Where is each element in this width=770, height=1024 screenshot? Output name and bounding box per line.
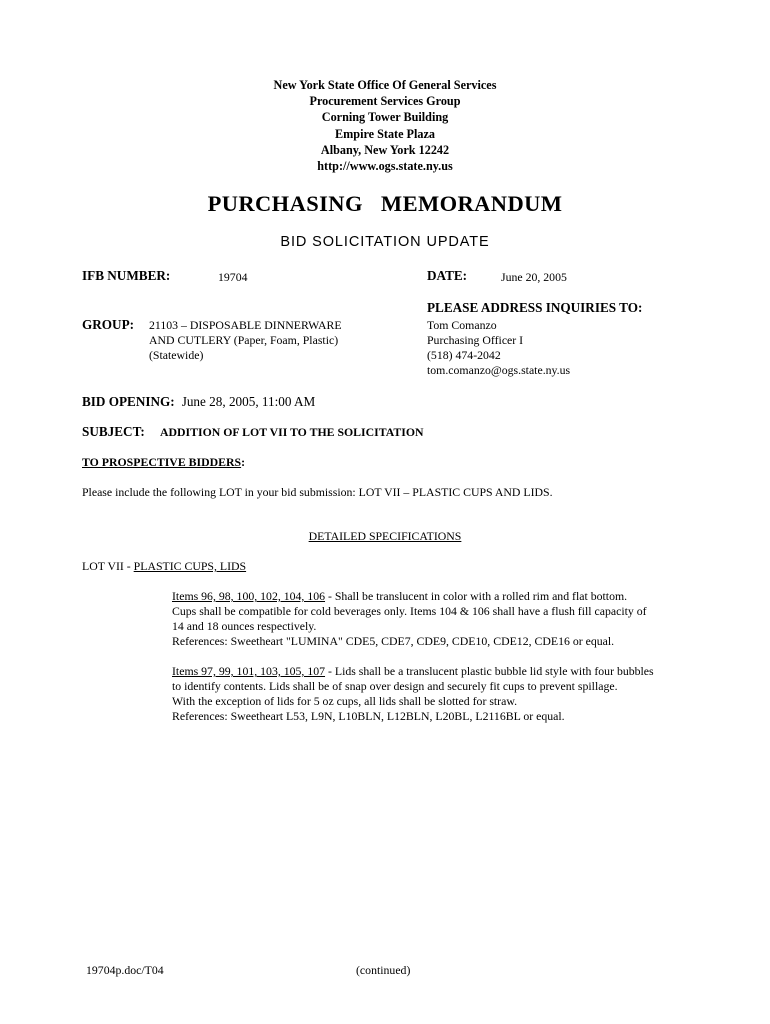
ifb-number-value: 19704	[218, 270, 248, 284]
bidders-heading-row	[82, 455, 245, 470]
date-label: DATE:	[427, 268, 468, 283]
ifb-number-label: IFB NUMBER:	[82, 268, 171, 283]
lot-heading	[82, 559, 246, 574]
inquiries-email[interactable]: tom.comanzo@ogs.state.ny.us	[427, 363, 571, 377]
memo-subtitle: BID SOLICITATION UPDATE	[280, 234, 490, 250]
cups-spec-line-2: Cups shall be compatible for cold beverages only. Items 104 & 106 shall have a flush fill capacity of	[172, 604, 647, 618]
bid-opening-row	[82, 393, 315, 411]
subject-value: ADDITION OF LOT VII TO THE SOLICITATION	[160, 425, 424, 439]
cups-spec-line-1	[172, 589, 627, 604]
header-line-building: Corning Tower Building	[321, 110, 449, 124]
footer-doc-id: 19704p.doc/T04	[86, 963, 164, 977]
memo-title: PURCHASING MEMORANDUM	[207, 191, 563, 216]
header-line-plaza: Empire State Plaza	[335, 127, 435, 141]
cups-spec-line-3: 14 and 18 ounces respectively.	[172, 619, 317, 633]
footer-continued: (continued)	[356, 963, 411, 977]
header-line-url: http://www.ogs.state.ny.us	[317, 159, 453, 173]
lids-items-ref: Items 97, 99, 101, 103, 105, 107	[172, 664, 326, 678]
header-line-city: Albany, New York 12242	[320, 143, 450, 157]
intro-paragraph: Please include the following LOT in your bid submission: LOT VII – PLASTIC CUPS AND LIDS.	[82, 485, 553, 499]
header-line-group: Procurement Services Group	[309, 94, 461, 108]
inquiries-title: Purchasing Officer I	[427, 333, 524, 347]
cups-items-ref: Items 96, 98, 100, 102, 104, 106	[172, 589, 326, 603]
lids-spec-lead: - Lids shall be a translucent plastic bubble lid style with four bubbles	[325, 664, 654, 678]
inquiries-heading: PLEASE ADDRESS INQUIRIES TO:	[427, 300, 643, 315]
lids-spec-line-2: to identify contents. Lids shall be of snap over design and securely fit cups to prevent spillage.	[172, 679, 618, 693]
bidders-heading-colon: :	[241, 455, 246, 469]
lids-spec-line-3: With the exception of lids for 5 oz cups, all lids shall be slotted for straw.	[172, 694, 518, 708]
group-label: GROUP:	[82, 317, 135, 332]
lids-spec-line-1	[172, 664, 654, 679]
lot-name: PLASTIC CUPS, LIDS	[133, 559, 247, 573]
bid-opening-label: BID OPENING:	[82, 394, 175, 409]
lot-prefix: LOT VII -	[82, 559, 134, 573]
lids-spec-references: References: Sweetheart L53, L9N, L10BLN, L12BLN, L20BL, L2116BL or equal.	[172, 709, 565, 723]
cups-spec-references: References: Sweetheart "LUMINA" CDE5, CDE7, CDE9, CDE10, CDE12, CDE16 or equal.	[172, 634, 615, 648]
group-line-1: 21103 – DISPOSABLE DINNERWARE	[149, 318, 342, 332]
group-line-2: AND CUTLERY (Paper, Foam, Plastic)	[149, 333, 339, 347]
bidders-heading: TO PROSPECTIVE BIDDERS	[82, 455, 242, 469]
inquiries-name: Tom Comanzo	[427, 318, 497, 332]
specs-heading: DETAILED SPECIFICATIONS	[308, 529, 462, 543]
header-line-agency: New York State Office Of General Services	[273, 78, 497, 92]
subject-label: SUBJECT:	[82, 424, 145, 439]
cups-spec-lead: - Shall be translucent in color with a rolled rim and flat bottom.	[325, 589, 628, 603]
group-line-3: (Statewide)	[149, 348, 204, 362]
inquiries-phone: (518) 474-2042	[427, 348, 501, 362]
date-value: June 20, 2005	[501, 270, 567, 284]
bid-opening-value: June 28, 2005, 11:00 AM	[181, 394, 316, 409]
